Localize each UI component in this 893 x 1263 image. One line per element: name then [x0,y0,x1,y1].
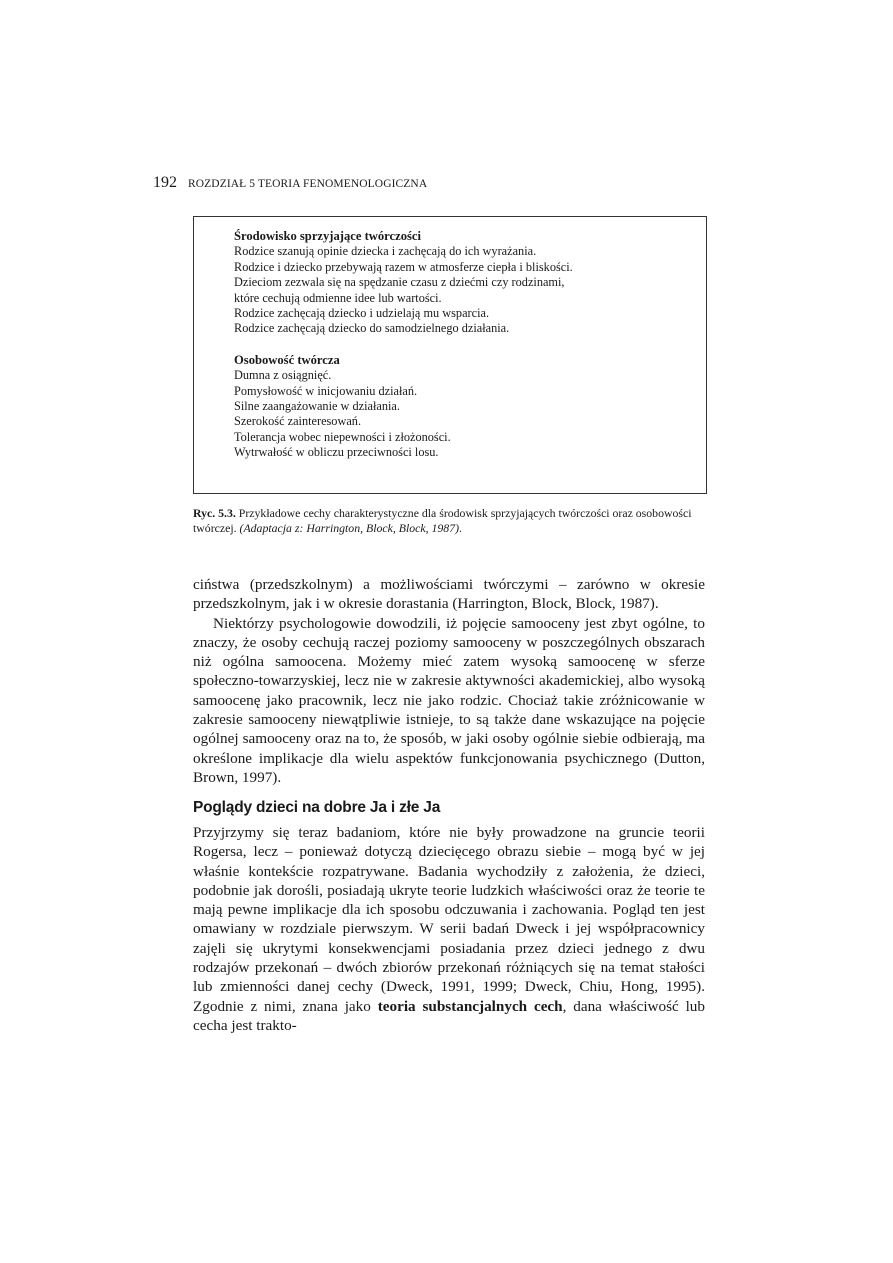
box-line: które cechują odmienne idee lub wartości. [234,290,442,305]
box-line: Rodzice i dziecko przebywają razem w atmosferze ciepła i bliskości. [234,259,573,274]
figure-box-content [234,229,694,461]
box-heading-creative-personality: Osobowość twórcza [234,352,340,367]
running-head [153,174,427,192]
box-line: Tolerancja wobec niepewności i złożoności. [234,429,451,444]
box-line: Dumna z osiągnięć. [234,368,332,383]
page-number: 192 [153,174,177,191]
caption-end: . [459,521,462,535]
box-line: Pomysłowość w inicjowaniu działań. [234,383,418,398]
box-line: Rodzice zachęcają dziecko do samodzielnego działania. [234,321,510,336]
figure-box [193,216,707,494]
caption-text: Przykładowe cechy charakterystyczne dla środowisk sprzyjających twórczości oraz osobowości twórczej. [193,506,692,535]
paragraph-text: Przyjrzymy się teraz badaniom, które nie były prowadzone na gruncie teorii Rogersa, lecz – ponieważ dotyczą dziecięcego obrazu siebie – mogą być w jej właśnie kontekście rozpatrywane. Badania wychodziły z założenia, że dzieci, podobnie jak dorośli, posiadają ukryte teorie ludzkich właściwości oraz że teorie te mają pewne implikacje dla ich sposobu odczuwania i zachowania. Pogląd ten jest omawiany w rozdziale pierwszym. W serii badań Dweck i jej współpracownicy zajęli się ukrytymi konsekwencjami posiadania przez dzieci jednego z dwu rodzajów przekonań – dwóch zbiorów przekonań różniących się na temat stałości lub zmienności danej cechy (Dweck, 1991, 1999; Dweck, Chiu, Hong, 1995). Zgodnie z nimi, znana jako [193,824,705,1015]
paragraph: ciństwa (przedszkolnym) a możliwościami twórczymi – zarówno w okresie przedszkolnym, jak i w okresie dorastania (Harrington, Block, Block, 1987). [193,576,705,613]
body-text [193,575,705,787]
box-line: Wytrwałość w obliczu przeciwności losu. [234,445,439,460]
caption-source: (Adaptacja z: Harrington, Block, Block, 1987) [239,521,460,535]
paragraph-text-end: , dana właściwość lub cecha jest trakto- [193,997,705,1034]
figure-caption [193,506,713,536]
paragraph: Niektórzy psychologowie dowodzili, iż pojęcie samooceny jest zbyt ogólne, to znaczy, że osoby cechują raczej poziomy samooceny w poszczególnych obszarach niż ogólna samoocena. Możemy mieć zatem wysoką samoocenę w sferze społeczno-towarzyskiej, lecz nie w zakresie aktywności akademickiej, albo wysoką samoocenę jako pracownik, lecz nie jako rodzic. Chociaż takie zróżnicowanie w zakresie samooceny niewątpliwie istnieje, to są także dane wskazujące na pojęcie ogólnej samooceny oraz na to, że sposób, w jaki osoby ogólnie siebie odbierają, ma określone implikacje dla wielu aspektów funkcjonowania psychicznego (Dutton, Brown, 1997). [193,614,705,786]
box-line: Rodzice szanują opinie dziecka i zachęcają do ich wyrażania. [234,244,537,259]
box-line: Dzieciom zezwala się na spędzanie czasu z dziećmi czy rodzinami, [234,275,565,290]
box-line: Silne zaangażowanie w działania. [234,399,400,414]
box-line: Rodzice zachęcają dziecko i udzielają mu wsparcia. [234,306,490,321]
box-spacer [234,337,694,353]
section-body-text [193,823,705,1035]
box-heading-creative-environment: Środowisko sprzyjające twórczości [234,229,422,243]
chapter-title: ROZDZIAŁ 5 TEORIA FENOMENOLOGICZNA [188,178,428,190]
section-heading: Poglądy dzieci na dobre Ja i złe Ja [193,799,441,816]
box-line: Szerokość zainteresowań. [234,414,362,429]
paragraph [193,823,705,1035]
caption-label: Ryc. 5.3. [193,506,236,520]
bold-term: teoria substancjalnych cech [377,997,563,1015]
